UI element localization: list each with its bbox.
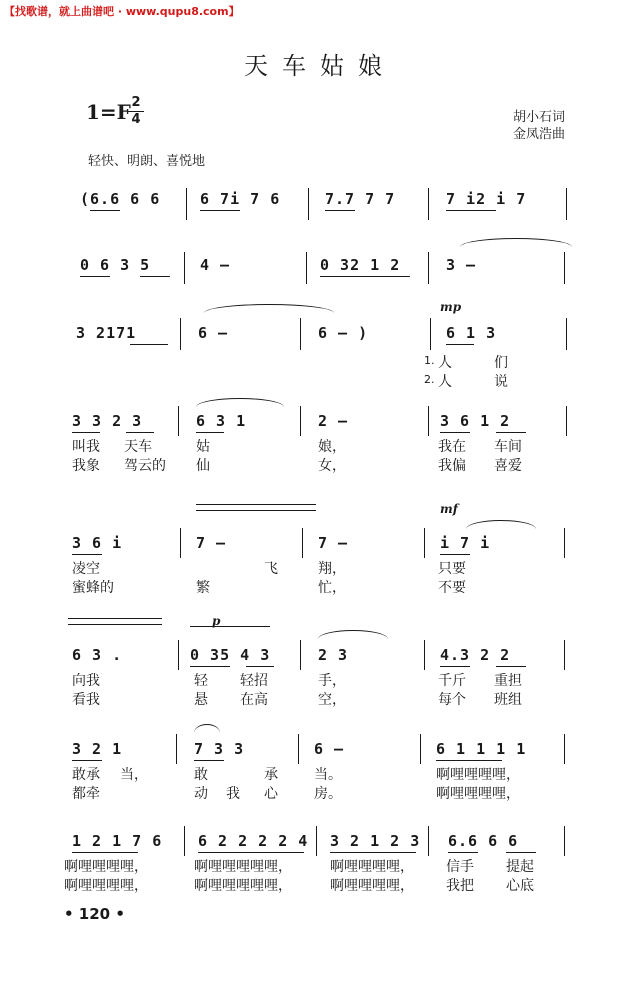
lyric: 说 [494,374,508,390]
lyric: 啊哩哩哩哩哩， [194,859,292,875]
bar: 4.3 2 2 [440,646,511,664]
bar: 3 2171 [76,324,137,342]
lyric: 姑 [196,439,210,455]
lyric: 提起 [506,859,534,875]
lyric: 我 [226,786,240,802]
lyric: 啊哩哩哩哩， [436,786,520,802]
bar: 6 2 2 2 2 4 [198,832,309,850]
lyric: 我在 [438,439,466,455]
lyric: 空， [318,692,346,708]
lyric: 叫我 [72,439,100,455]
lyric: 都牵 [72,786,100,802]
bar: 6 – ) [318,324,369,342]
lyric: 敢 [194,767,208,783]
lyric: 啊哩哩哩哩， [64,878,148,894]
lyric: 轻招 [240,673,268,689]
time-signature-top: 2 [131,95,141,110]
lyric: 轻 [194,673,208,689]
bar: 2 – [318,412,349,430]
bar: 6 7i 7 6 [200,190,281,208]
bar: 7 – [318,534,349,552]
time-signature [128,96,144,127]
lyric: 房。 [314,786,342,802]
lyric: 翔， [318,561,346,577]
lyric: 我偏 [438,458,466,474]
key-signature: 1=F [86,100,131,124]
bar: 3 2 1 2 3 [330,832,421,850]
lyric: 当， [120,767,148,783]
lyric: 心底 [506,878,534,894]
lyric: 只要 [438,561,466,577]
lyric: 繁 [196,580,210,596]
bar: 6 – [314,740,345,758]
bar: 7 i2 i 7 [446,190,527,208]
lyric: 手， [318,673,346,689]
composer-credit: 金凤浩曲 [513,127,566,142]
watermark-banner: 【找歌谱，就上曲谱吧 · www.qupu8.com】 [4,5,240,18]
dynamic-mp: mp [440,300,462,314]
bar: 3 3 2 3 [72,412,143,430]
lyric: 班组 [494,692,522,708]
bar: 3 6 1 2 [440,412,511,430]
bar: i 7 i [440,534,491,552]
lyric: 人 [438,374,452,390]
lyric: 啊哩哩哩哩哩， [194,878,292,894]
bar: 2 3 [318,646,349,664]
bar: 6 3 1 [196,412,247,430]
lyric: 飞 [264,561,278,577]
lyric: 每个 [438,692,466,708]
lyric: 驾云的 [124,458,166,474]
lyric: 悬 [194,692,208,708]
song-title: 天车姑娘 [244,52,396,80]
lyric: 忙， [318,580,346,596]
lyric: 人 [438,355,452,371]
bar: 7 – [196,534,227,552]
bar: 6 1 1 1 1 [436,740,527,758]
lyric: 千斤 [438,673,466,689]
verse-marker-2: 2. [424,373,435,386]
lyric: 蜜蜂的 [72,580,114,596]
lyric: 我象 [72,458,100,474]
lyric: 重担 [494,673,522,689]
lyric: 承 [264,767,278,783]
lyric: 动 [194,786,208,802]
bar: (6.6 6 6 [80,190,161,208]
bar: 0 6 3 5 [80,256,151,274]
bar: 3 6 i [72,534,123,552]
lyric: 看我 [72,692,100,708]
bar: 6 – [198,324,229,342]
time-signature-bottom: 4 [131,112,141,127]
bar: 6 3 . [72,646,123,664]
lyric: 敢承 [72,767,100,783]
tempo-marking: 轻快、明朗、喜悦地 [88,154,206,169]
lyric: 仙 [196,458,210,474]
lyric: 不要 [438,580,466,596]
lyric: 娘， [318,439,346,455]
lyric: 啊哩哩哩哩， [436,767,520,783]
lyric: 天车 [124,439,152,455]
lyric: 心 [264,786,278,802]
bar: 0 35 4 3 [190,646,271,664]
lyric: 当。 [314,767,342,783]
lyric: 我把 [446,878,474,894]
bar: 6 1 3 [446,324,497,342]
lyric: 车间 [494,439,522,455]
lyric: 凌空 [72,561,100,577]
bar: 7.7 7 7 [325,190,396,208]
dynamic-mf: mf [440,502,458,516]
bar: 6.6 6 6 [448,832,519,850]
bar: 4 – [200,256,231,274]
bar: 0 32 1 2 [320,256,401,274]
lyric: 向我 [72,673,100,689]
lyric: 信手 [446,859,474,875]
bar: 7 3 3 [194,740,245,758]
bar: 1 2 1 7 6 [72,832,163,850]
bar: 3 – [446,256,477,274]
dynamic-p: p [212,614,221,628]
lyricist-credit: 胡小石词 [513,110,566,125]
lyric: 啊哩哩哩哩， [330,878,414,894]
lyric: 们 [494,355,508,371]
lyric: 女， [318,458,346,474]
lyric: 在高 [240,692,268,708]
lyric: 啊哩哩哩哩， [64,859,148,875]
page-number: • 120 • [64,905,125,923]
verse-marker-1: 1. [424,354,435,367]
bar: 3 2 1 [72,740,123,758]
lyric: 喜爱 [494,458,522,474]
lyric: 啊哩哩哩哩， [330,859,414,875]
